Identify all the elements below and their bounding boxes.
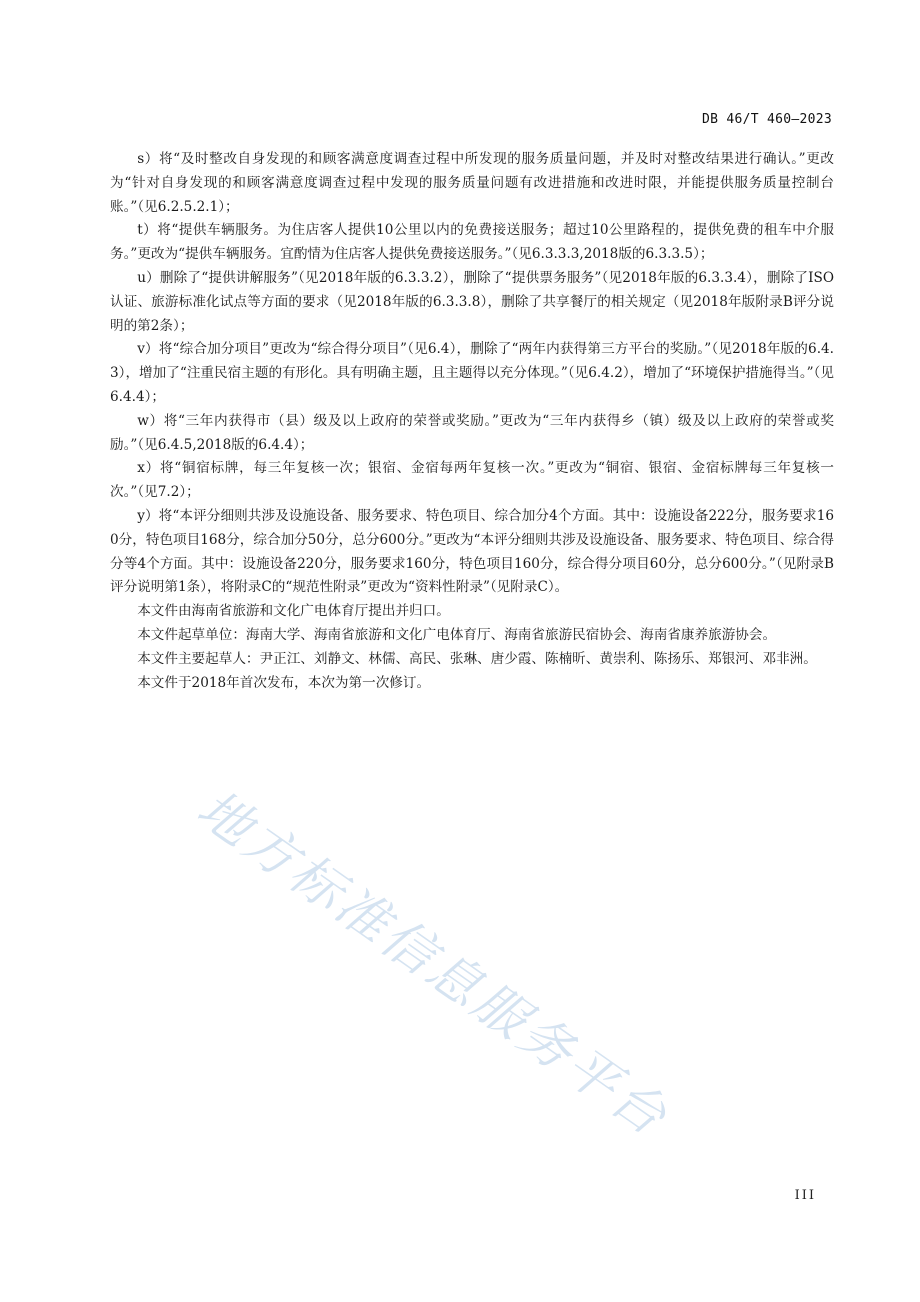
paragraph-item-u: u）删除了“提供讲解服务”（见2018年版的6.3.3.2），删除了“提供票务服务”（见2018年版的6.3.3.4），删除了ISO认证、旅游标准化试点等方面的要求（见2018年版的6.3.3.8），删除了共享餐厅的相关规定（见2018年版附录B评分说明的第2条）； [110,269,834,334]
watermark-text: 地方标准信息服务平台 [186,778,680,1150]
paragraph-item-s: s）将“及时整改自身发现的和顾客满意度调查过程中所发现的服务质量问题，并及时对整改结果进行确认。”更改为“针对自身发现的和顾客满意度调查过程中发现的服务质量问题有改进措施和改进时限，并能提供服务质量控制台账。”（见6.2.5.2.1）； [110,151,834,215]
paragraph-item-w: w）将“三年内获得市（县）级及以上政府的荣誉或奖励。”更改为“三年内获得乡（镇）级及以上政府的荣誉或奖励。”（见6.4.5,2018版的6.4.4）； [110,412,834,453]
paragraph-drafting-units: 本文件起草单位：海南大学、海南省旅游和文化广电体育厅、海南省旅游民宿协会、海南省康养旅游协会。 [137,626,777,643]
paragraph-revision-history: 本文件于2018年首次发布，本次为第一次修订。 [137,674,431,691]
page-number: III [794,1188,816,1203]
document-body [110,148,834,695]
paragraph-drafters: 本文件主要起草人：尹正江、刘静文、林儒、高民、张琳、唐少霞、陈楠昕、黄崇利、陈扬乐、郑银河、邓非洲。 [137,650,817,667]
paragraph-item-t: t）将“提供车辆服务。为住店客人提供10公里以内的免费接送服务；超过10公里路程的，提供免费的租车中介服务。”更改为“提供车辆服务。宜酌情为住店客人提供免费接送服务。”（见6.3.3.3,2018版的6.3.3.5）； [110,222,834,263]
paragraph-item-v: v）将“综合加分项目”更改为“综合得分项目”（见6.4），删除了“两年内获得第三方平台的奖励。”（见2018年版的6.4.3），增加了“注重民宿主题的有形化。具有明确主题，且主题得以充分体现。”（见6.4.2），增加了“环境保护措施得当。”（见6.4.4）； [110,341,834,405]
paragraph-item-x: x）将“铜宿标牌，每三年复核一次；银宿、金宿每两年复核一次。”更改为“铜宿、银宿、金宿标牌每三年复核一次。”（见7.2）； [110,460,834,501]
paragraph-proposer: 本文件由海南省旅游和文化广电体育厅提出并归口。 [137,603,450,620]
paragraph-item-y: y）将“本评分细则共涉及设施设备、服务要求、特色项目、综合加分4个方面。其中：设施设备222分，服务要求160分，特色项目168分，综合加分50分，总分600分。”更改为“本评分细则共涉及设施设备、服务要求、特色项目、综合得分等4个方面。其中：设施设备220分，服务要求160分，特色项目160分，综合得分项目60分，总分600分。”（见附录B评分说明第1条），将附录C的“规范性附录”更改为“资料性附录”（见附录C）。 [110,507,834,596]
document-code-header: DB 46/T 460—2023 [701,112,832,127]
